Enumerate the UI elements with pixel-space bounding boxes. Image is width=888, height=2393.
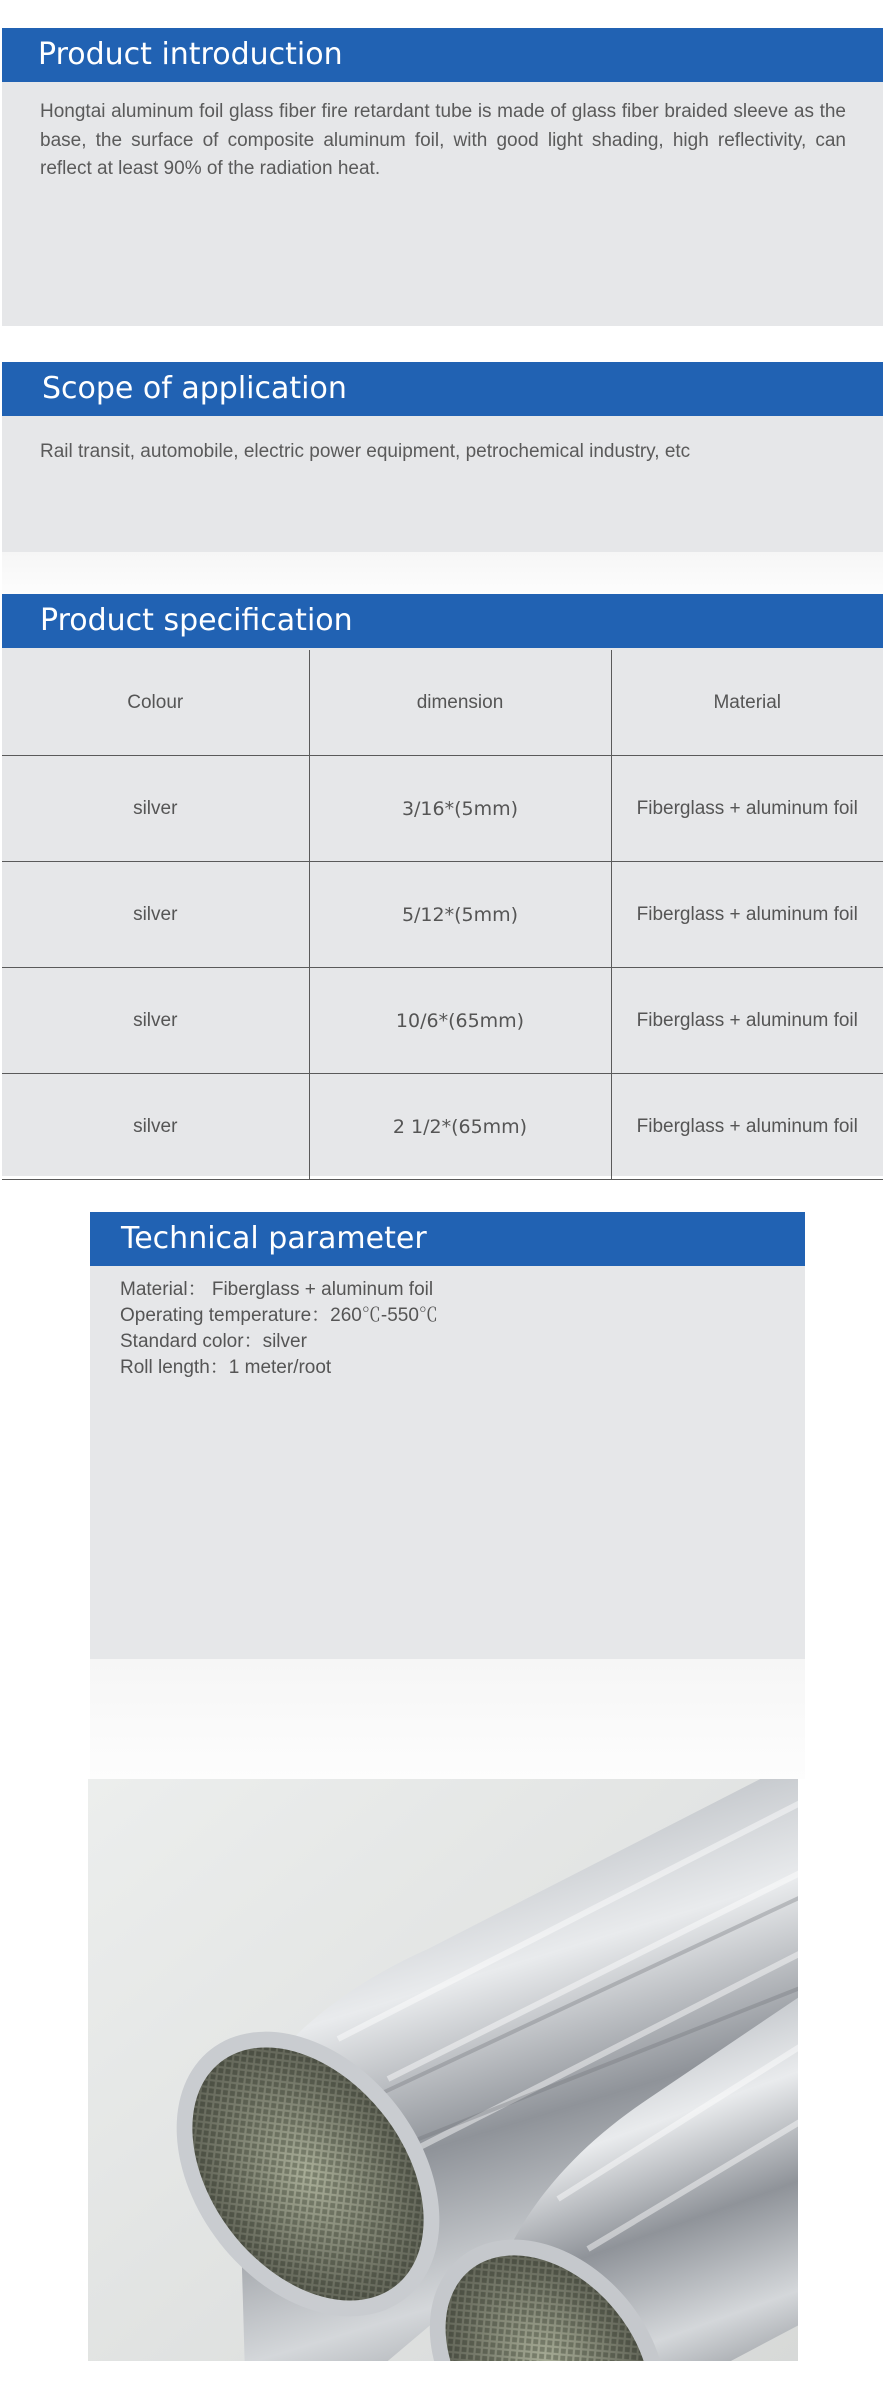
section-title: Product introduction bbox=[2, 28, 883, 82]
specification-table bbox=[2, 650, 883, 1180]
material-cell: Fiberglass + aluminum foil bbox=[611, 968, 883, 1074]
parameter-line: Material： Fiberglass + aluminum foil bbox=[120, 1279, 434, 1300]
colour-cell: silver bbox=[2, 1074, 309, 1180]
intro-text: Hongtai aluminum foil glass fiber fire retardant tube is made of glass fiber braided sleeve as the base, the surface of composite aluminum foil, with good light shading, high reflectivity, can reflect at least 90% of the radiation heat. bbox=[40, 101, 846, 179]
material-cell: Fiberglass + aluminum foil bbox=[611, 756, 883, 862]
divider-space bbox=[2, 552, 883, 594]
table-row bbox=[2, 756, 883, 862]
dimension-cell: 2 1/2*(65mm) bbox=[309, 1074, 611, 1180]
technical-parameter-section bbox=[90, 1212, 805, 1659]
colour-cell: silver bbox=[2, 756, 309, 862]
dimension-cell: 5/12*(5mm) bbox=[309, 862, 611, 968]
parameter-list bbox=[120, 1277, 438, 1381]
column-header: Colour bbox=[2, 650, 309, 756]
column-header: Material bbox=[611, 650, 883, 756]
material-cell: Fiberglass + aluminum foil bbox=[611, 862, 883, 968]
dimension-cell: 10/6*(65mm) bbox=[309, 968, 611, 1074]
material-cell: Fiberglass + aluminum foil bbox=[611, 1074, 883, 1180]
colour-cell: silver bbox=[2, 862, 309, 968]
divider-space bbox=[90, 1659, 805, 1779]
product-introduction-section bbox=[2, 28, 883, 326]
section-title: Technical parameter bbox=[90, 1212, 805, 1266]
colour-cell: silver bbox=[2, 968, 309, 1074]
table-row bbox=[2, 862, 883, 968]
parameter-line: Operating temperature：260℃-550℃ bbox=[120, 1305, 438, 1326]
section-title: Product specification bbox=[2, 594, 883, 648]
section-title: Scope of application bbox=[2, 362, 883, 416]
dimension-cell: 3/16*(5mm) bbox=[309, 756, 611, 862]
parameter-line: Standard color：silver bbox=[120, 1331, 307, 1352]
product-photo bbox=[88, 1779, 798, 2361]
aluminum-foil-tubes-image bbox=[88, 1779, 798, 2361]
column-header: dimension bbox=[309, 650, 611, 756]
parameter-line: Roll length：1 meter/root bbox=[120, 1357, 332, 1378]
scope-text: Rail transit, automobile, electric power equipment, petrochemical industry, etc bbox=[40, 441, 691, 462]
table-header-row bbox=[2, 650, 883, 756]
scope-of-application-section bbox=[2, 362, 883, 552]
table-row bbox=[2, 968, 883, 1074]
table-row bbox=[2, 1074, 883, 1180]
